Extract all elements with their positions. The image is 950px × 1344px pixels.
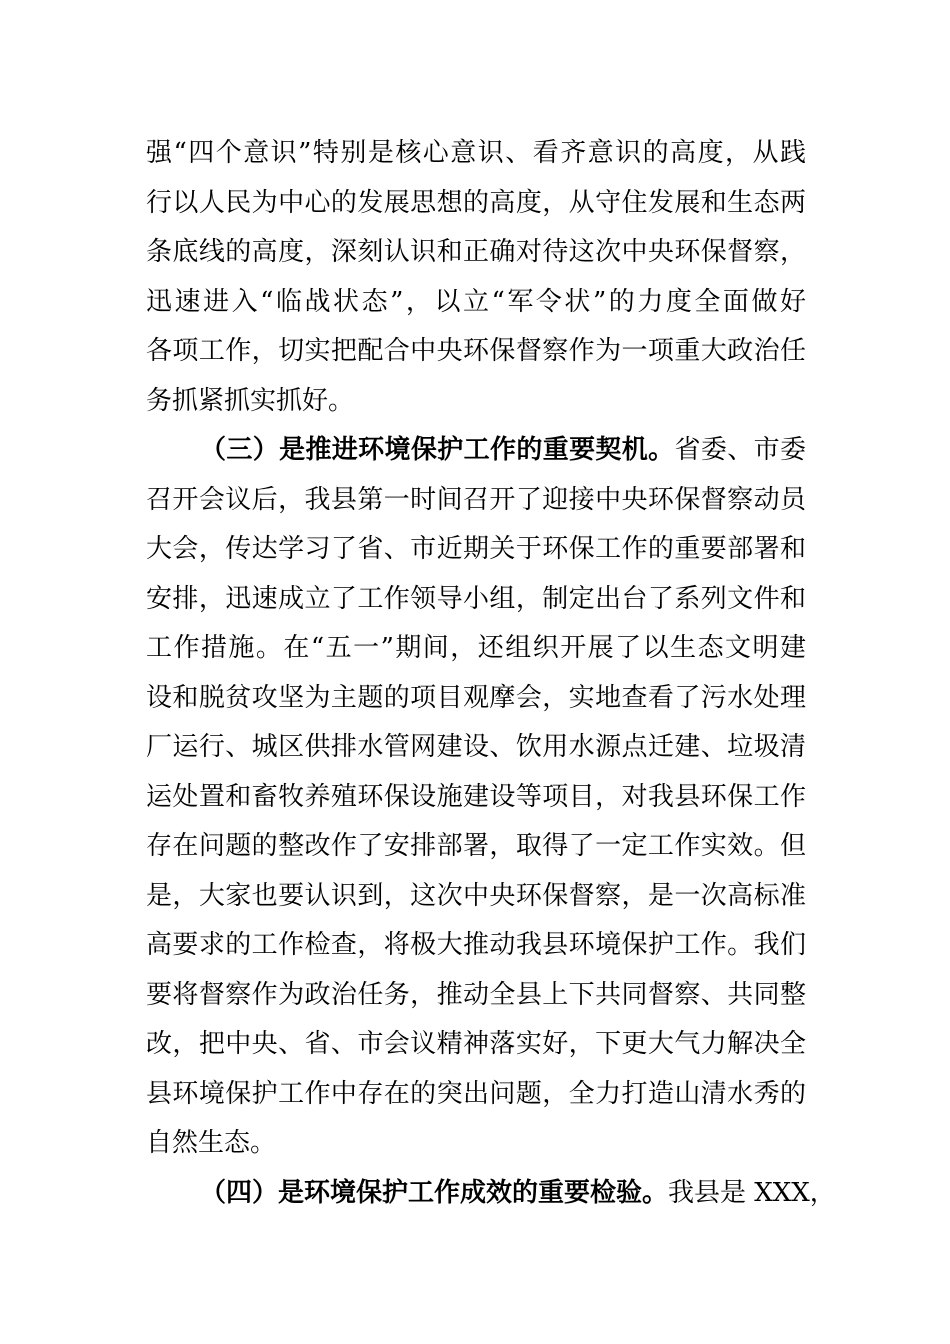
paragraph-2-line-3: 安排，迅速成立了工作领导小组，制定出台了系列文件和 (146, 584, 806, 614)
paragraph-1-line-6: 务抓紧抓实抓好。 (146, 386, 355, 416)
paragraph-2-line-12: 改，把中央、省、市会议精神落实好，下更大气力解决全 (146, 1029, 806, 1059)
paragraph-1-line-3: 条底线的高度，深刻认识和正确对待这次中央环保督察， (146, 237, 806, 267)
paragraph-2-line-9: 是，大家也要认识到，这次中央环保督察，是一次高标准 (146, 881, 806, 911)
paragraph-3-first-line (200, 1173, 836, 1213)
paragraph-2-line-11: 要将督察作为政治任务，推动全县上下共同督察、共同整 (146, 980, 806, 1010)
paragraph-2-line-6: 厂运行、城区供排水管网建设、饮用水源点迁建、垃圾清 (146, 732, 806, 762)
paragraph-2-line-14: 自然生态。 (146, 1128, 277, 1158)
paragraph-1-line-5: 各项工作，切实把配合中央环保督察作为一项重大政治任 (146, 336, 806, 366)
paragraph-2-line-7: 运处置和畜牧养殖环保设施建设等项目，对我县环保工作 (146, 782, 806, 812)
paragraph-3-first-line-text: 我县是 XXX， (668, 1178, 836, 1208)
paragraph-2-heading: （三）是推进环境保护工作的重要契机。 (200, 435, 675, 465)
paragraph-2-first-line (200, 430, 806, 470)
paragraph-1-line-4: 迅速进入“临战状态”，以立“军令状”的力度全面做好 (146, 287, 806, 317)
paragraph-3-heading: （四）是环境保护工作成效的重要检验。 (200, 1178, 669, 1208)
paragraph-2-first-line-text: 省委、市委 (674, 435, 806, 465)
paragraph-2-line-4: 工作措施。在“五一”期间，还组织开展了以生态文明建 (146, 633, 806, 663)
paragraph-1-line-1: 强“四个意识”特别是核心意识、看齐意识的高度，从践 (146, 138, 806, 168)
paragraph-1-line-2: 行以人民为中心的发展思想的高度，从守住发展和生态两 (146, 188, 806, 218)
paragraph-2-line-8: 存在问题的整改作了安排部署，取得了一定工作实效。但 (146, 831, 806, 861)
paragraph-2-line-13: 县环境保护工作中存在的突出问题，全力打造山清水秀的 (146, 1079, 806, 1109)
paragraph-2-line-1: 召开会议后，我县第一时间召开了迎接中央环保督察动员 (146, 485, 806, 515)
paragraph-2-line-10: 高要求的工作检查，将极大推动我县环境保护工作。我们 (146, 930, 806, 960)
paragraph-2-line-5: 设和脱贫攻坚为主题的项目观摩会，实地查看了污水处理 (146, 683, 806, 713)
paragraph-2-line-2: 大会，传达学习了省、市近期关于环保工作的重要部署和 (146, 534, 806, 564)
